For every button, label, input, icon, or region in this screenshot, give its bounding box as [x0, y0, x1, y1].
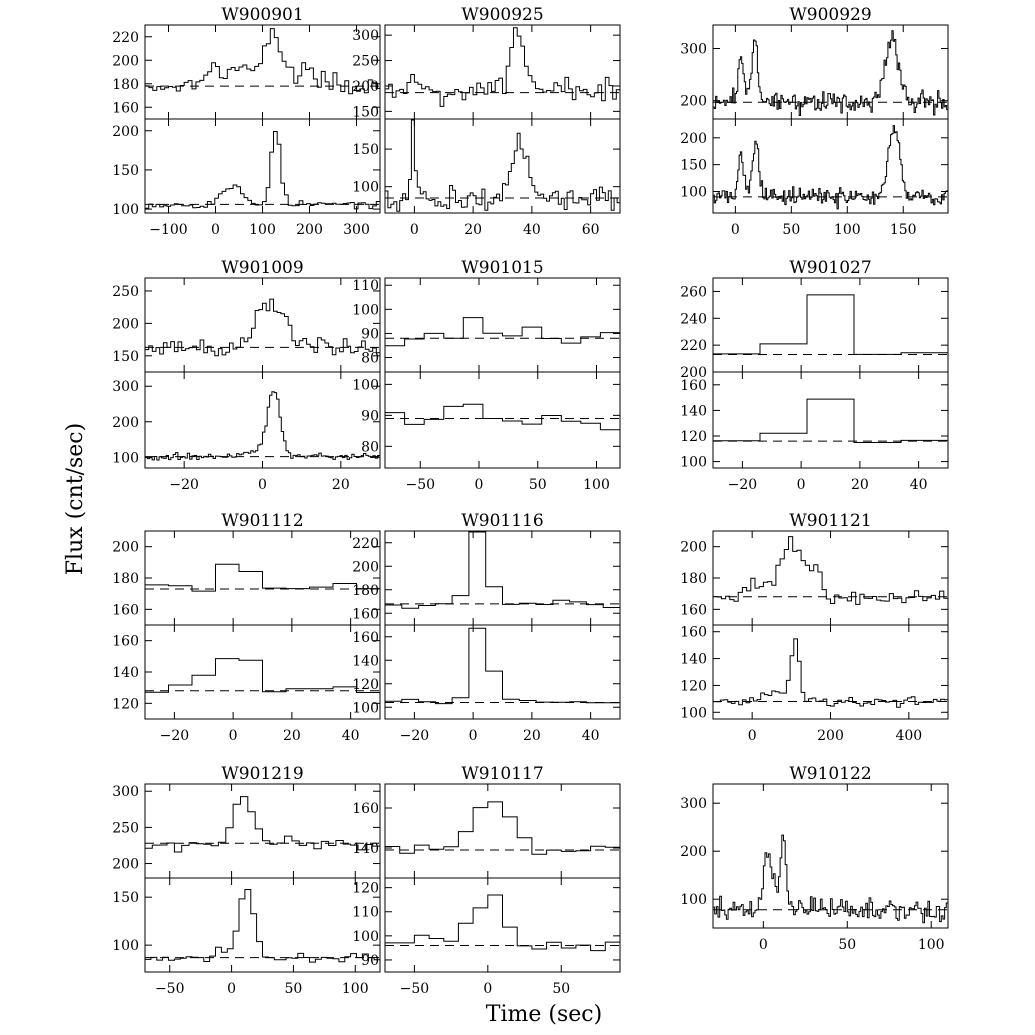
panel-0-xtick-label-3: 200 — [296, 222, 323, 238]
panel-9-lower-ytick-label-1: 150 — [112, 890, 139, 907]
panel-2-xtick-label-2: 100 — [833, 222, 861, 238]
panel-10-xtick-label-2: 50 — [552, 981, 571, 997]
panel-3-xtick-label-0: −20 — [169, 477, 199, 493]
panel-8-upper-ytick-label-1: 180 — [680, 571, 707, 587]
panel-5-xtick-label-1: 0 — [796, 477, 806, 493]
panel-8-title: W901121 — [789, 511, 872, 531]
panel-0-xtick-label-4: 300 — [343, 222, 370, 238]
panel-3-upper-ytick-label-2: 250 — [112, 283, 139, 300]
panel-8-upper-ytick-label-2: 200 — [680, 539, 707, 556]
panel-6-upper-ytick-label-0: 160 — [112, 602, 139, 619]
panel-9-xtick-label-0: −50 — [154, 981, 185, 997]
panel-9-xtick-label-1: 0 — [227, 981, 237, 997]
panel-0-lower-ytick-label-1: 150 — [112, 162, 139, 179]
panel-1-xtick-label-3: 60 — [581, 222, 600, 238]
panel-5-upper-ytick-label-2: 240 — [680, 311, 707, 328]
panel-3-title: W901009 — [221, 258, 304, 278]
panel-10-xtick-label-1: 0 — [483, 981, 493, 997]
panel-7-lower-ytick-label-2: 140 — [352, 653, 379, 670]
panel-1-xtick-label-1: 20 — [464, 222, 483, 238]
panel-1-lower-ytick-label-1: 150 — [352, 142, 379, 159]
panel-11-xtick-label-1: 50 — [838, 937, 857, 953]
panel-2-xtick-label-0: 0 — [730, 222, 740, 238]
panel-3-lower-ytick-label-2: 300 — [112, 379, 139, 396]
panel-11-upper-ytick-label-2: 300 — [680, 796, 707, 813]
panel-3-xtick-label-2: 20 — [331, 477, 350, 493]
panel-10-lower-ytick-label-1: 100 — [352, 928, 379, 945]
panel-2-title: W900929 — [789, 5, 872, 25]
panel-10-upper-ytick-label-1: 160 — [352, 801, 379, 817]
panel-11-xtick-label-0: 0 — [758, 937, 768, 953]
panel-0-lower-ytick-label-2: 200 — [112, 123, 139, 140]
panel-0-lower-ytick-label-0: 100 — [112, 202, 139, 219]
panel-4-xtick-label-1: 0 — [474, 477, 484, 493]
panel-10-upper-ytick-label-0: 140 — [352, 841, 379, 857]
panel-9-xtick-label-3: 100 — [341, 981, 369, 997]
panel-4-lower-ytick-label-2: 100 — [352, 377, 379, 394]
panel-7-title: W901116 — [461, 511, 544, 531]
panel-10-lower-ytick-label-0: 90 — [361, 952, 379, 969]
panel-6-xtick-label-0: −20 — [159, 728, 190, 744]
panel-2-lower-ytick-label-2: 200 — [680, 130, 707, 147]
panel-0-upper-ytick-label-3: 220 — [112, 29, 139, 46]
panel-6-xtick-label-1: 0 — [228, 728, 238, 744]
panel-9-title: W901219 — [221, 764, 304, 784]
panel-10-lower-ytick-label-2: 110 — [352, 904, 379, 921]
panel-1-upper-ytick-label-1: 200 — [352, 78, 379, 95]
panel-8-xtick-label-0: 0 — [747, 728, 757, 744]
panel-0-upper-ytick-label-1: 180 — [112, 76, 139, 93]
panel-0-upper-ytick-label-0: 160 — [112, 100, 139, 117]
panel-8-upper-ytick-label-0: 160 — [680, 602, 707, 619]
panel-6-lower-ytick-label-1: 140 — [112, 665, 139, 681]
x-axis-label: Time (sec) — [485, 1002, 603, 1027]
panel-5-lower-ytick-label-1: 120 — [680, 429, 707, 445]
panel-8-lower-ytick-label-1: 120 — [680, 678, 707, 695]
panel-11-xtick-label-2: 100 — [917, 937, 945, 953]
panel-5-xtick-label-2: 20 — [850, 477, 869, 493]
panel-1-xtick-label-2: 40 — [522, 222, 541, 238]
panel-1-xtick-label-0: 0 — [409, 222, 419, 238]
panel-8-xtick-label-2: 400 — [895, 728, 923, 744]
panel-2-xtick-label-1: 50 — [782, 222, 801, 238]
panel-11-upper-ytick-label-1: 200 — [680, 844, 707, 861]
panel-6-xtick-label-2: 20 — [282, 728, 301, 744]
panel-5-upper-ytick-label-1: 220 — [680, 338, 707, 355]
panel-2-upper-ytick-label-1: 300 — [680, 41, 707, 58]
panel-2-lower-ytick-label-0: 100 — [680, 184, 707, 201]
panel-4-upper-ytick-label-3: 110 — [352, 278, 379, 295]
panel-6-title: W901112 — [221, 511, 304, 531]
panel-1-upper-ytick-label-2: 250 — [352, 53, 379, 70]
panel-0-xtick-label-1: 0 — [211, 222, 220, 238]
panel-7-lower-ytick-label-1: 120 — [352, 676, 379, 693]
panel-4-upper-ytick-label-2: 100 — [352, 302, 379, 319]
panel-0-xtick-label-0: −100 — [149, 222, 188, 238]
panel-0-upper-ytick-label-2: 200 — [112, 53, 139, 70]
panel-1-upper-ytick-label-0: 150 — [352, 104, 379, 121]
panel-7-xtick-label-2: 20 — [522, 728, 541, 744]
panel-3-lower-ytick-label-1: 200 — [112, 414, 139, 431]
panel-9-xtick-label-2: 50 — [284, 981, 303, 997]
panel-3-upper-ytick-label-0: 150 — [112, 348, 139, 365]
panel-3-lower-ytick-label-0: 100 — [112, 450, 139, 467]
panel-7-lower-ytick-label-3: 160 — [352, 629, 379, 646]
panel-5-title: W901027 — [789, 258, 872, 278]
panel-5-xtick-label-3: 40 — [909, 477, 928, 493]
panel-9-lower-ytick-label-0: 100 — [112, 938, 139, 955]
panel-8-lower-ytick-label-3: 160 — [680, 624, 707, 641]
panel-7-upper-ytick-label-0: 160 — [352, 606, 379, 623]
panel-5-xtick-label-0: −20 — [727, 477, 758, 493]
panel-1-lower-ytick-label-0: 100 — [352, 179, 379, 196]
panel-7-xtick-label-1: 0 — [468, 728, 478, 744]
panel-11-title: W910122 — [789, 764, 872, 784]
panel-7-upper-ytick-label-2: 200 — [352, 559, 379, 576]
panel-7-xtick-label-3: 40 — [581, 728, 600, 744]
panel-4-lower-ytick-label-1: 90 — [361, 408, 379, 425]
panel-4-title: W901015 — [461, 258, 544, 278]
panel-5-lower-ytick-label-2: 140 — [680, 403, 707, 420]
panel-4-xtick-label-2: 50 — [528, 477, 547, 493]
panel-5-upper-ytick-label-0: 200 — [680, 365, 707, 381]
panel-5-lower-ytick-label-3: 160 — [680, 377, 707, 394]
panel-0-xtick-label-2: 100 — [249, 222, 276, 238]
panel-3-upper-ytick-label-1: 200 — [112, 316, 139, 333]
panel-5-lower-ytick-label-0: 100 — [680, 454, 707, 471]
panel-10-xtick-label-0: −50 — [399, 981, 430, 997]
panel-9-upper-ytick-label-0: 200 — [112, 856, 139, 873]
panel-8-xtick-label-1: 200 — [817, 728, 844, 744]
panel-4-xtick-label-0: −50 — [405, 477, 436, 493]
panel-3-xtick-label-1: 0 — [258, 477, 267, 493]
panel-1-title: W900925 — [461, 5, 544, 25]
panel-8-lower-ytick-label-2: 140 — [680, 651, 707, 668]
panel-10-lower-ytick-label-3: 120 — [352, 880, 379, 897]
panel-6-xtick-label-3: 40 — [341, 728, 360, 744]
panel-4-xtick-label-3: 100 — [583, 477, 610, 493]
panel-4-upper-ytick-label-1: 90 — [361, 326, 379, 343]
panel-7-upper-ytick-label-1: 180 — [352, 582, 379, 599]
panel-5-upper-ytick-label-3: 260 — [680, 284, 707, 301]
panel-7-lower-ytick-label-0: 100 — [352, 700, 379, 717]
panel-10-title: W910117 — [461, 764, 544, 784]
panel-7-xtick-label-0: −20 — [399, 728, 430, 744]
panel-1-upper-ytick-label-3: 300 — [352, 28, 379, 45]
panel-2-lower-ytick-label-1: 150 — [680, 157, 707, 174]
panel-6-lower-ytick-label-2: 160 — [112, 633, 139, 650]
panel-7-upper-ytick-label-3: 220 — [352, 535, 379, 552]
panel-6-upper-ytick-label-2: 200 — [112, 539, 139, 556]
panel-9-upper-ytick-label-1: 250 — [112, 820, 139, 837]
y-axis-label: Flux (cnt/sec) — [63, 422, 88, 576]
panel-2-xtick-label-3: 150 — [889, 222, 917, 238]
panel-9-upper-ytick-label-2: 300 — [112, 784, 139, 801]
panel-2-upper-ytick-label-0: 200 — [680, 93, 707, 110]
panel-6-lower-ytick-label-0: 120 — [112, 696, 139, 713]
panel-4-lower-ytick-label-0: 80 — [361, 439, 379, 456]
panel-11-upper-ytick-label-0: 100 — [680, 892, 707, 909]
panel-8-lower-ytick-label-0: 100 — [680, 705, 707, 722]
panel-4-upper-ytick-label-0: 80 — [361, 350, 379, 367]
panel-6-upper-ytick-label-1: 180 — [112, 571, 139, 587]
panel-0-title: W900901 — [221, 5, 304, 25]
